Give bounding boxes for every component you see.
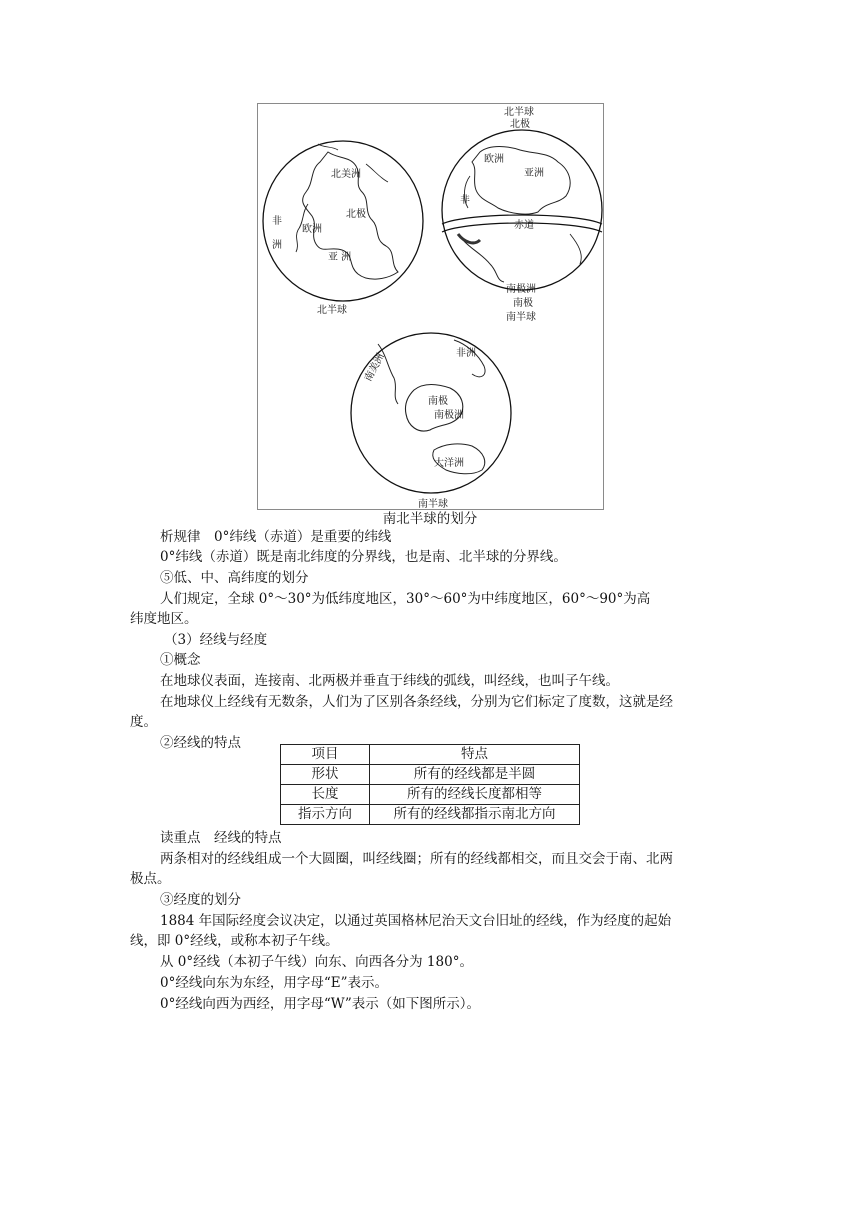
table-cell: 形状 — [281, 765, 370, 785]
north-hemisphere-globe — [263, 141, 423, 316]
side-bottom-1: 南极 — [513, 298, 533, 309]
meridian-features-table — [280, 744, 580, 825]
side-view-globe — [442, 105, 602, 323]
side-label-1: 亚洲 — [524, 168, 544, 179]
hemisphere-figure — [257, 103, 604, 510]
paragraph-cont: 极点。 — [130, 871, 171, 887]
table-cell: 所有的经线长度都相等 — [370, 785, 580, 805]
north-label-5: 亚 洲 — [328, 252, 352, 263]
paragraph: 从 0°经线（本初子午线）向东、向西各分为 180°。 — [160, 954, 473, 970]
paragraph-cont: 度。 — [130, 714, 157, 730]
north-label-2: 非 — [272, 216, 282, 227]
key-point-note: 读重点 经线的特点 — [160, 830, 282, 846]
paragraph: 在地球仪表面，连接南、北两极并垂直于纬线的弧线，叫经线，也叫子午线。 — [160, 673, 619, 689]
side-top-0: 北半球 — [504, 107, 534, 118]
hemisphere-globes — [258, 104, 605, 511]
table-row — [281, 805, 580, 825]
south-label-0: 非洲 — [456, 348, 476, 359]
side-bottom-2: 南半球 — [506, 312, 536, 323]
rule-note: 析规律 0°纬线（赤道）是重要的纬线 — [160, 529, 392, 545]
south-label-2: 南极 — [428, 396, 448, 407]
section-heading: ②经线的特点 — [160, 735, 241, 751]
paragraph: 0°经线向东为东经，用字母“E”表示。 — [160, 975, 388, 991]
north-label-3: 洲 — [272, 240, 282, 251]
figure-caption: 南北半球的划分 — [382, 511, 478, 527]
north-label-4: 欧洲 — [302, 224, 322, 235]
side-label-3: 赤道 — [514, 220, 534, 231]
paragraph: 两条相对的经线组成一个大圆圈，叫经线圈；所有的经线都相交，而且交会于南、北两 — [160, 851, 673, 867]
paragraph-cont: 纬度地区。 — [130, 611, 198, 627]
section-heading: （3）经线与经度 — [164, 632, 268, 648]
table-row — [281, 785, 580, 805]
south-label-1: 南美洲 — [362, 351, 387, 384]
table-row — [281, 765, 580, 785]
north-label-0: 北美洲 — [331, 169, 361, 180]
side-top-1: 北极 — [510, 119, 530, 130]
table-header-cell: 项目 — [281, 745, 370, 765]
table-header-cell: 特点 — [370, 745, 580, 765]
paragraph: 0°纬线（赤道）既是南北纬度的分界线，也是南、北半球的分界线。 — [160, 549, 567, 565]
table-cell: 所有的经线都指示南北方向 — [370, 805, 580, 825]
south-label-4: 大洋洲 — [434, 458, 464, 469]
north-caption: 北半球 — [317, 305, 347, 316]
paragraph: 1884 年国际经度会议决定，以通过英国格林尼治天文台旧址的经线，作为经度的起始 — [160, 913, 672, 929]
table-cell: 所有的经线都是半圆 — [370, 765, 580, 785]
south-hemisphere-globe — [351, 333, 511, 510]
table-cell: 长度 — [281, 785, 370, 805]
section-heading: ③经度的划分 — [160, 892, 241, 908]
side-label-2: 非 — [460, 195, 470, 206]
paragraph: 0°经线向西为西经，用字母“W”表示（如下图所示）。 — [160, 996, 481, 1012]
table-cell: 指示方向 — [281, 805, 370, 825]
paragraph-cont: 线，即 0°经线，或称本初子午线。 — [130, 933, 339, 949]
south-label-3: 南极洲 — [434, 410, 464, 421]
table-header-row — [281, 745, 580, 765]
south-caption: 南半球 — [418, 499, 448, 510]
section-heading: ①概念 — [160, 652, 201, 668]
side-label-0: 欧洲 — [484, 154, 504, 165]
north-label-1: 北极 — [346, 209, 366, 220]
side-bottom-0: 南极洲 — [506, 284, 536, 295]
section-heading: ⑤低、中、高纬度的划分 — [160, 570, 309, 586]
paragraph: 人们规定，全球 0°～30°为低纬度地区，30°～60°为中纬度地区，60°～90°为高 — [160, 591, 651, 607]
paragraph: 在地球仪上经线有无数条，人们为了区别各条经线，分别为它们标定了度数，这就是经 — [160, 694, 673, 710]
